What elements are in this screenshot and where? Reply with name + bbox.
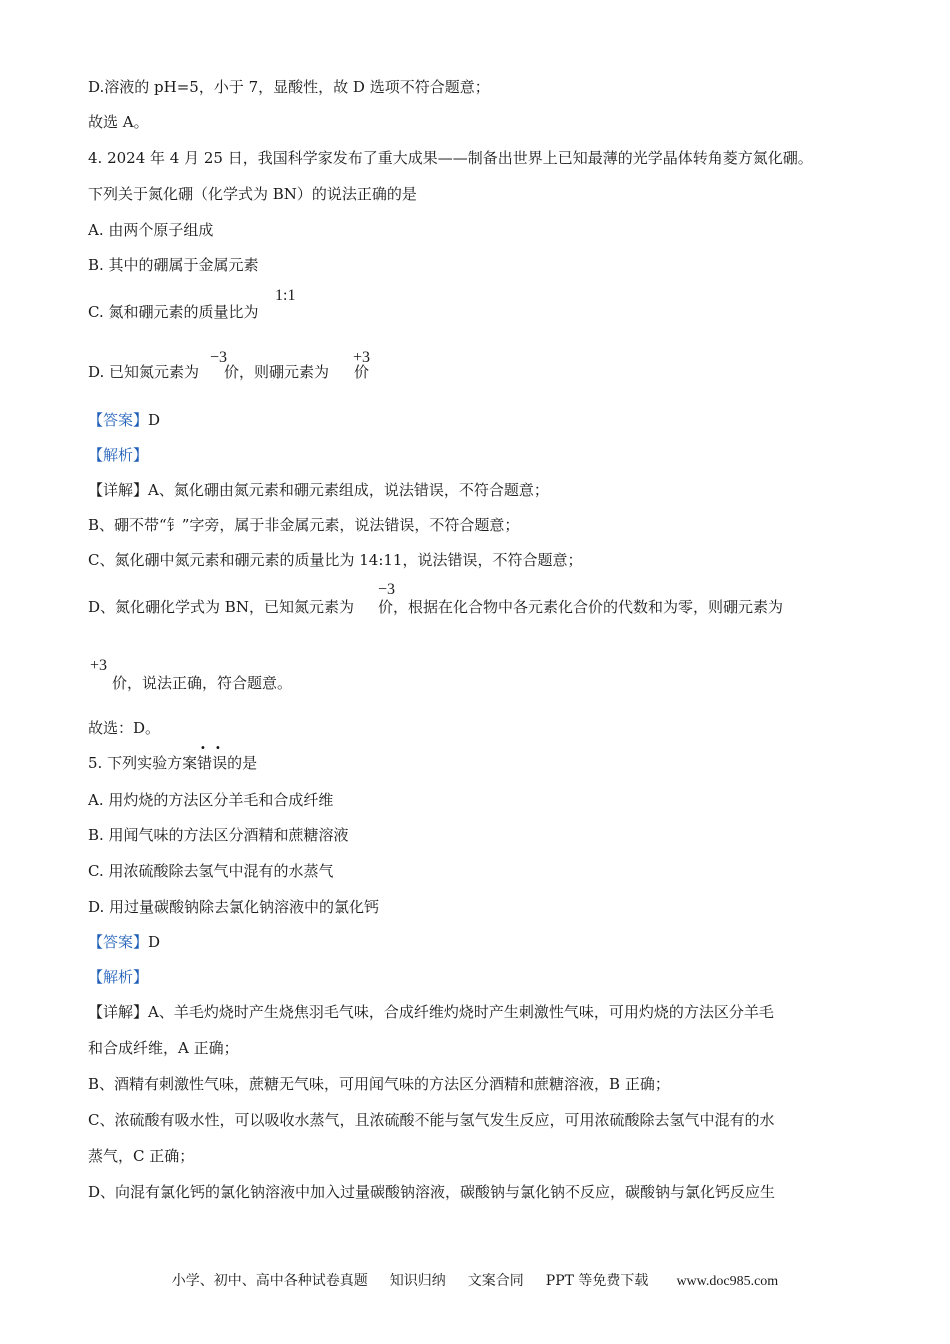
option-d-mid: 价，则硼元素为	[224, 363, 330, 381]
detail-tag: 【详解】	[88, 1003, 149, 1021]
option-c: C. 氮和硼元素的质量比为	[88, 303, 259, 321]
option-d-pre: D. 已知氮元素为	[88, 363, 200, 381]
answer-value: D	[148, 411, 161, 429]
answer-tag: 【答案】	[88, 933, 149, 951]
option-d	[88, 362, 369, 382]
ratio-value: 1:1	[275, 287, 296, 304]
option-c: C. 用浓硫酸除去氢气中混有的水蒸气	[88, 862, 334, 880]
footer-item: 小学、初中、高中各种试卷真题	[171, 1273, 368, 1289]
option-a: A. 由两个原子组成	[88, 221, 214, 239]
detail-line: 蒸气，C 正确；	[88, 1147, 195, 1165]
detail-line: 价，说法正确，符合题意。	[112, 674, 293, 692]
detail-line: D、向混有氯化钙的氯化钠溶液中加入过量碳酸钠溶液，碳酸钠与氯化钠不反应，碳酸钠与氯化钙反应生	[88, 1183, 776, 1201]
detail-line: B、酒精有刺激性气味，蔗糖无气味，可用闻气味的方法区分酒精和蔗糖溶液，B 正确；	[88, 1075, 670, 1093]
footer-site-link[interactable]: www.doc985.com	[676, 1274, 779, 1289]
detail-line: 【详解】A、羊毛灼烧时产生烧焦羽毛气味，合成纤维灼烧时产生刺激性气味，可用灼烧的方法区分羊毛	[88, 1003, 774, 1021]
question-4-stem: 4. 2024 年 4 月 25 日，我国科学家发布了重大成果——制备出世界上已知最薄的光学晶体转角菱方氮化硼。	[88, 149, 813, 167]
option-a: A. 用灼烧的方法区分羊毛和合成纤维	[88, 791, 334, 809]
analysis-tag: 【解析】	[88, 968, 149, 986]
answer-line	[88, 932, 160, 952]
page-footer	[0, 1270, 950, 1290]
footer-item: 知识归纳	[389, 1273, 446, 1289]
emphasis-char: 误	[212, 754, 228, 772]
option-b: B. 用闻气味的方法区分酒精和蔗糖溶液	[88, 826, 349, 844]
valence-value: −3	[378, 581, 396, 598]
option-d: D. 用过量碳酸钠除去氯化钠溶液中的氯化钙	[88, 898, 380, 916]
valence-value: +3	[90, 657, 108, 674]
option-d-post: 价	[354, 363, 370, 381]
analysis-tag: 【解析】	[88, 446, 149, 464]
option-b: B. 其中的硼属于金属元素	[88, 256, 259, 274]
question-5-stem: 5. 下列实验方案错误的是	[88, 754, 258, 772]
detail-line: C、浓硫酸有吸水性，可以吸收水蒸气，且浓硫酸不能与氢气发生反应，可用浓硫酸除去氢气中混有的水	[88, 1111, 775, 1129]
detail-line: 和合成纤维，A 正确；	[88, 1039, 239, 1057]
question-4-stem: 下列关于氮化硼（化学式为 BN）的说法正确的是	[88, 185, 417, 203]
valence-value: −3	[210, 349, 228, 366]
answer-line	[88, 410, 160, 430]
text-line: 故选 A。	[88, 113, 149, 131]
detail-line: 【详解】A、氮化硼由氮元素和硼元素组成，说法错误，不符合题意；	[88, 481, 549, 499]
detail-line: B、硼不带“钅”字旁，属于非金属元素，说法错误，不符合题意；	[88, 516, 520, 534]
valence-value: +3	[353, 349, 371, 366]
answer-value: D	[148, 933, 161, 951]
detail-line: C、氮化硼中氮元素和硼元素的质量比为 14:11，说法错误，不符合题意；	[88, 551, 583, 569]
footer-item: 文案合同	[467, 1273, 524, 1289]
footer-item: PPT 等免费下载	[545, 1273, 649, 1289]
detail-line: D、氮化硼化学式为 BN，已知氮元素为 价，根据在化合物中各元素化合价的代数和为零，则硼元素为	[88, 598, 783, 616]
detail-tag: 【详解】	[88, 481, 149, 499]
text-line: D.溶液的 pH=5，小于 7，显酸性，故 D 选项不符合题意；	[88, 78, 490, 96]
conclusion-line: 故选：D。	[88, 719, 161, 737]
emphasis-char: 错	[197, 754, 213, 772]
answer-tag: 【答案】	[88, 411, 149, 429]
